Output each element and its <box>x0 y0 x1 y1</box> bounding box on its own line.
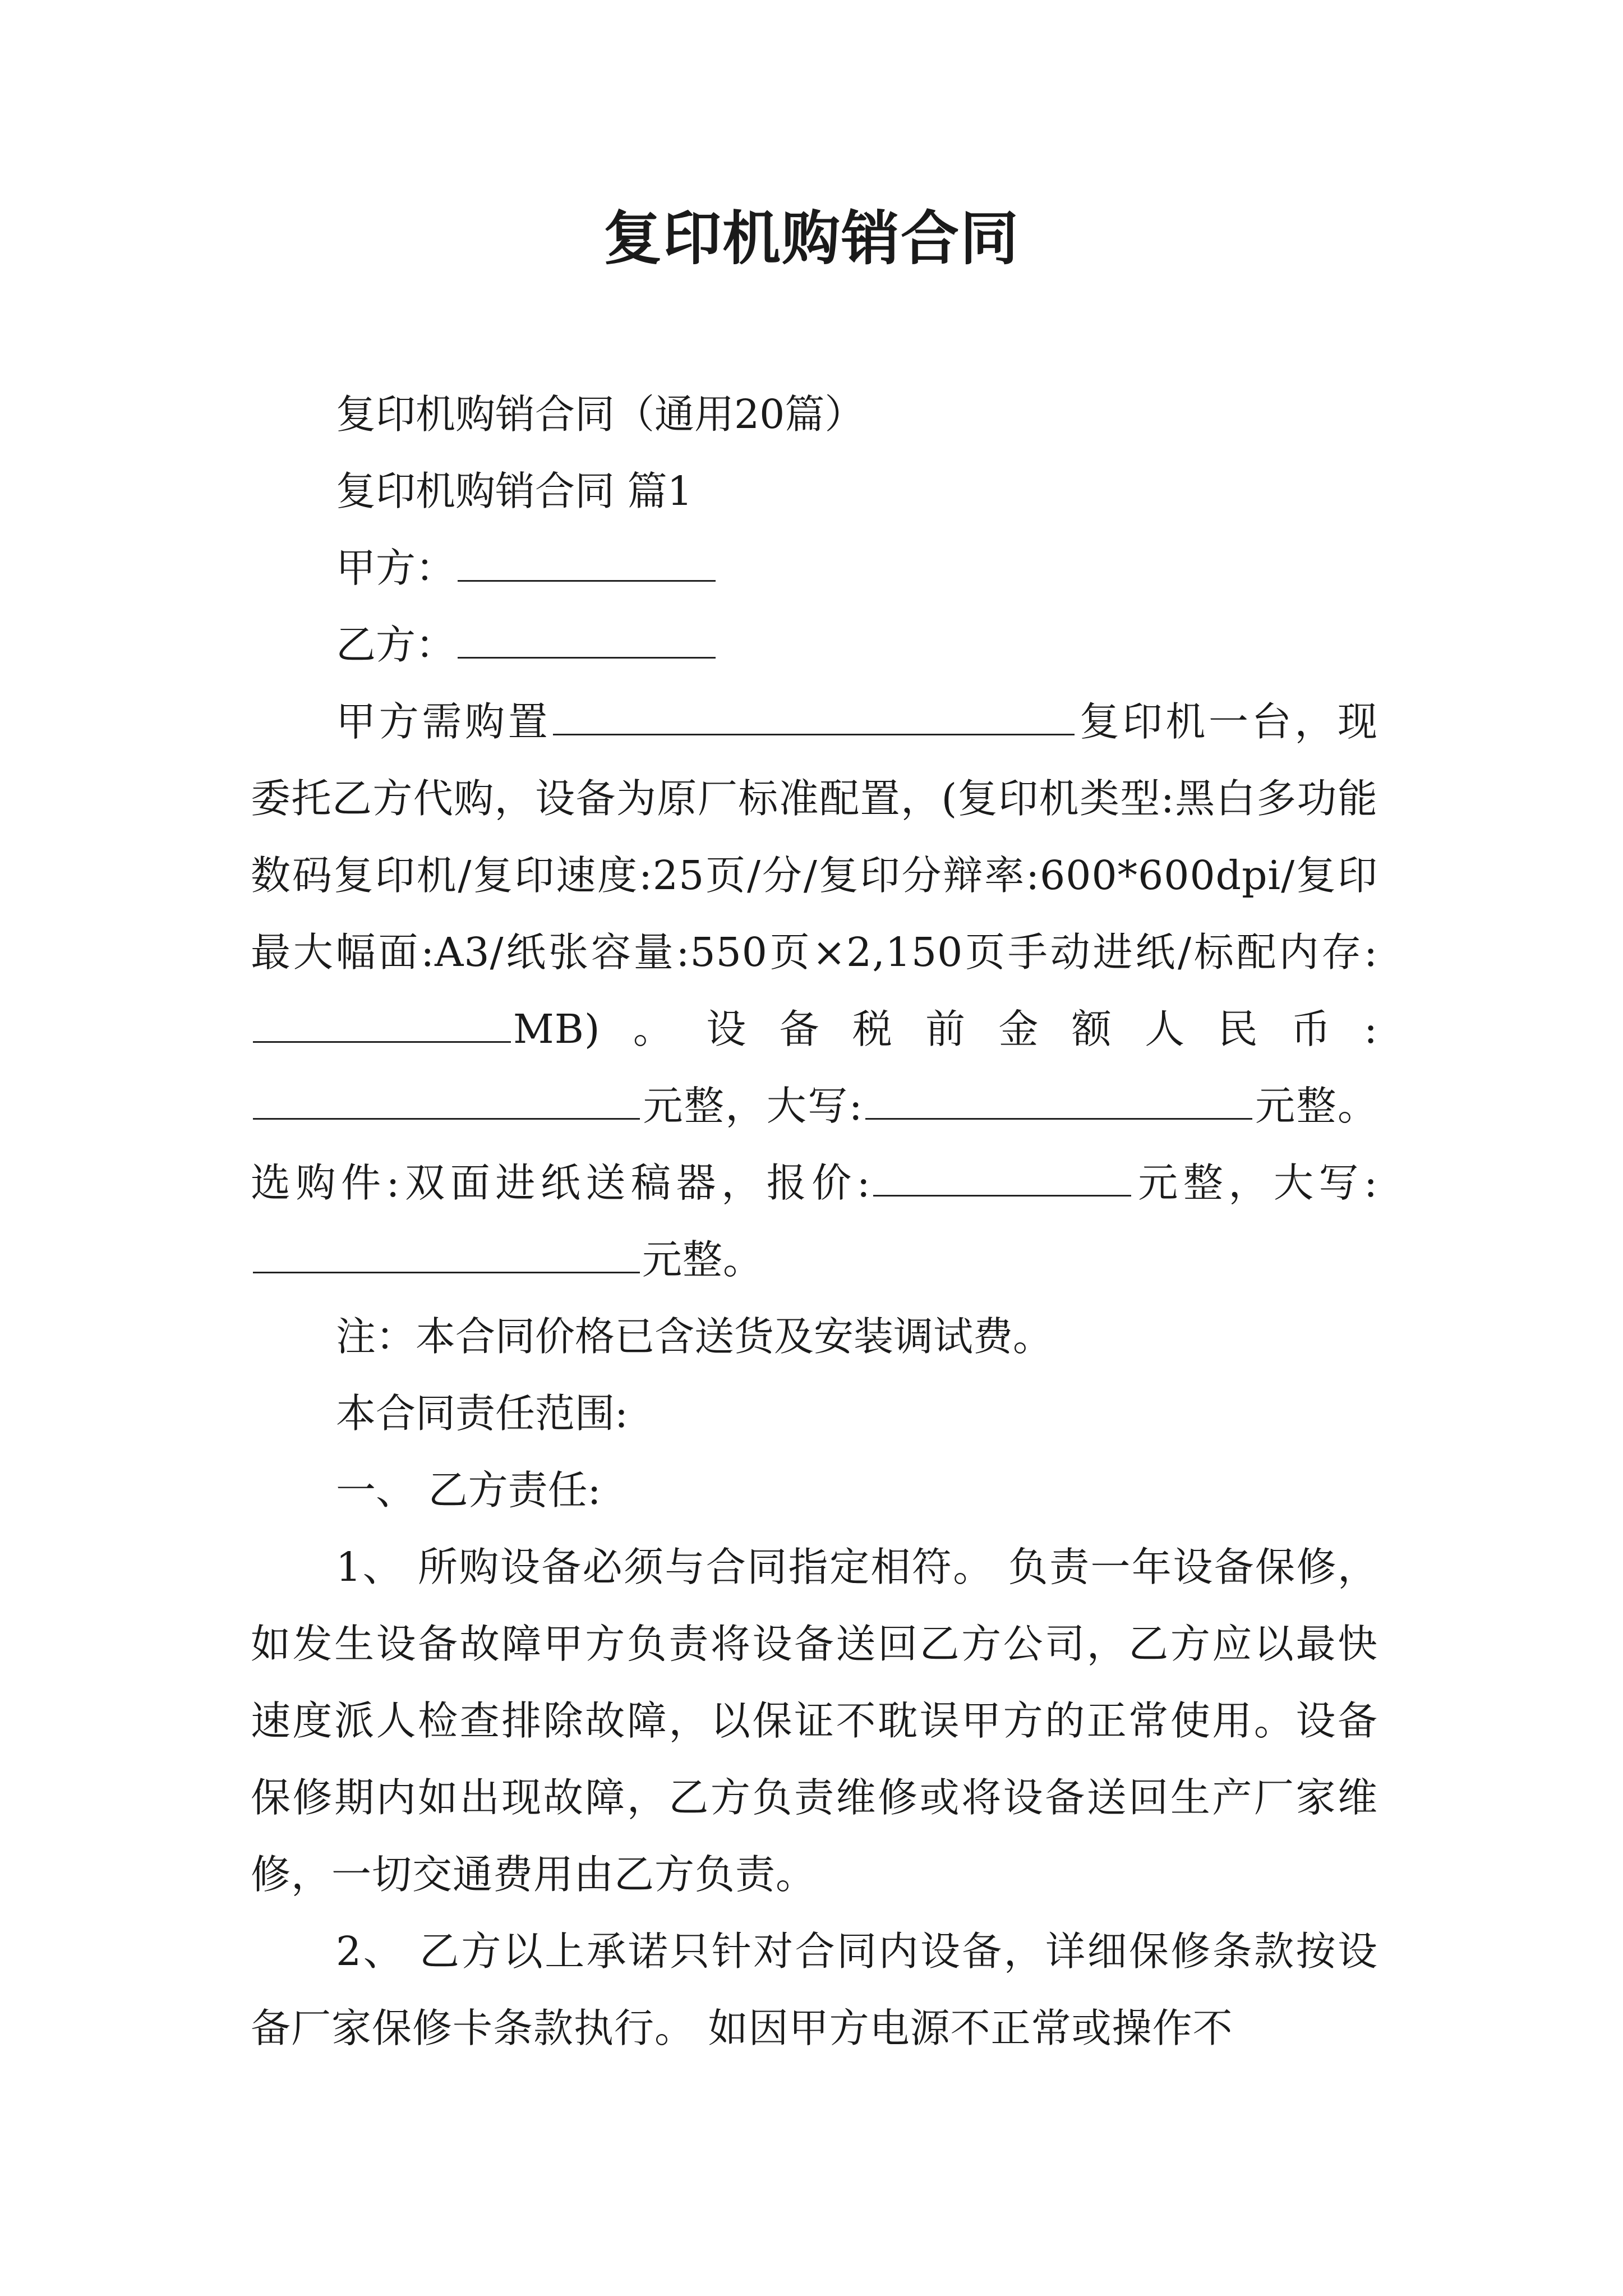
party-b-line <box>251 606 1378 683</box>
purchase-text-3: MB)。设备税前金额人民币: <box>513 1006 1378 1052</box>
party-a-label: 甲方： <box>336 545 456 591</box>
option-price-blank <box>873 1156 1131 1197</box>
party-b-blank <box>458 618 716 659</box>
option-capital-blank <box>253 1232 640 1273</box>
party-a-line <box>251 530 1378 606</box>
model-blank <box>553 694 1075 735</box>
purchase-text-6: 元整，大写: <box>1133 1159 1378 1206</box>
clause-one-heading: 一、 乙方责任: <box>336 1467 601 1513</box>
purchase-text-4: 元整，大写: <box>642 1083 863 1129</box>
note-paragraph: 注：本合同价格已含送货及安装调试费。 <box>336 1313 1053 1360</box>
section-heading: 复印机购销合同 篇1 <box>336 468 693 514</box>
purchase-text-2: 复印机一台，现委托乙方代购，设备为原厂标准配置，(复印机类型:黑白多功能数码复印机/复印速度:25页/分/复印分辩率:600*600dpi/复印最大幅面:A3/纸张容量:550页×2,150页手动进纸/标配内存: <box>251 698 1378 976</box>
scope-heading: 本合同责任范围: <box>336 1390 628 1437</box>
amount-blank <box>253 1079 640 1120</box>
purchase-text-5: 元整。选购件:双面进纸送稿器，报价: <box>251 1083 1378 1206</box>
clause-item-1: 1、 所购设备必须与合同指定相符。 负责一年设备保修，如发生设备故障甲方负责将设备送回乙方公司，乙方应以最快速度派人检查排除故障，以保证不耽误甲方的正常使用。设备保修期内如出现故障，乙方负责维修或将设备送回生产厂家维修，一切交通费用由乙方负责。 <box>251 1544 1378 1898</box>
subtitle: 复印机购销合同（通用20篇） <box>336 391 865 438</box>
purchase-text-1: 甲方需购置 <box>336 698 551 745</box>
document-title: 复印机购销合同 <box>603 204 1020 273</box>
purchase-text-7: 元整。 <box>642 1236 764 1283</box>
amount-capital-blank <box>865 1079 1252 1120</box>
party-b-label: 乙方： <box>336 622 456 668</box>
purchase-paragraph <box>251 683 1378 1298</box>
clause-item-2: 2、 乙方以上承诺只针对合同内设备，详细保修条款按设备厂家保修卡条款执行。 如因甲方电源不正常或操作不 <box>251 1928 1378 2051</box>
memory-blank <box>253 1002 511 1043</box>
document-body <box>251 376 1378 2067</box>
party-a-blank <box>458 541 716 582</box>
